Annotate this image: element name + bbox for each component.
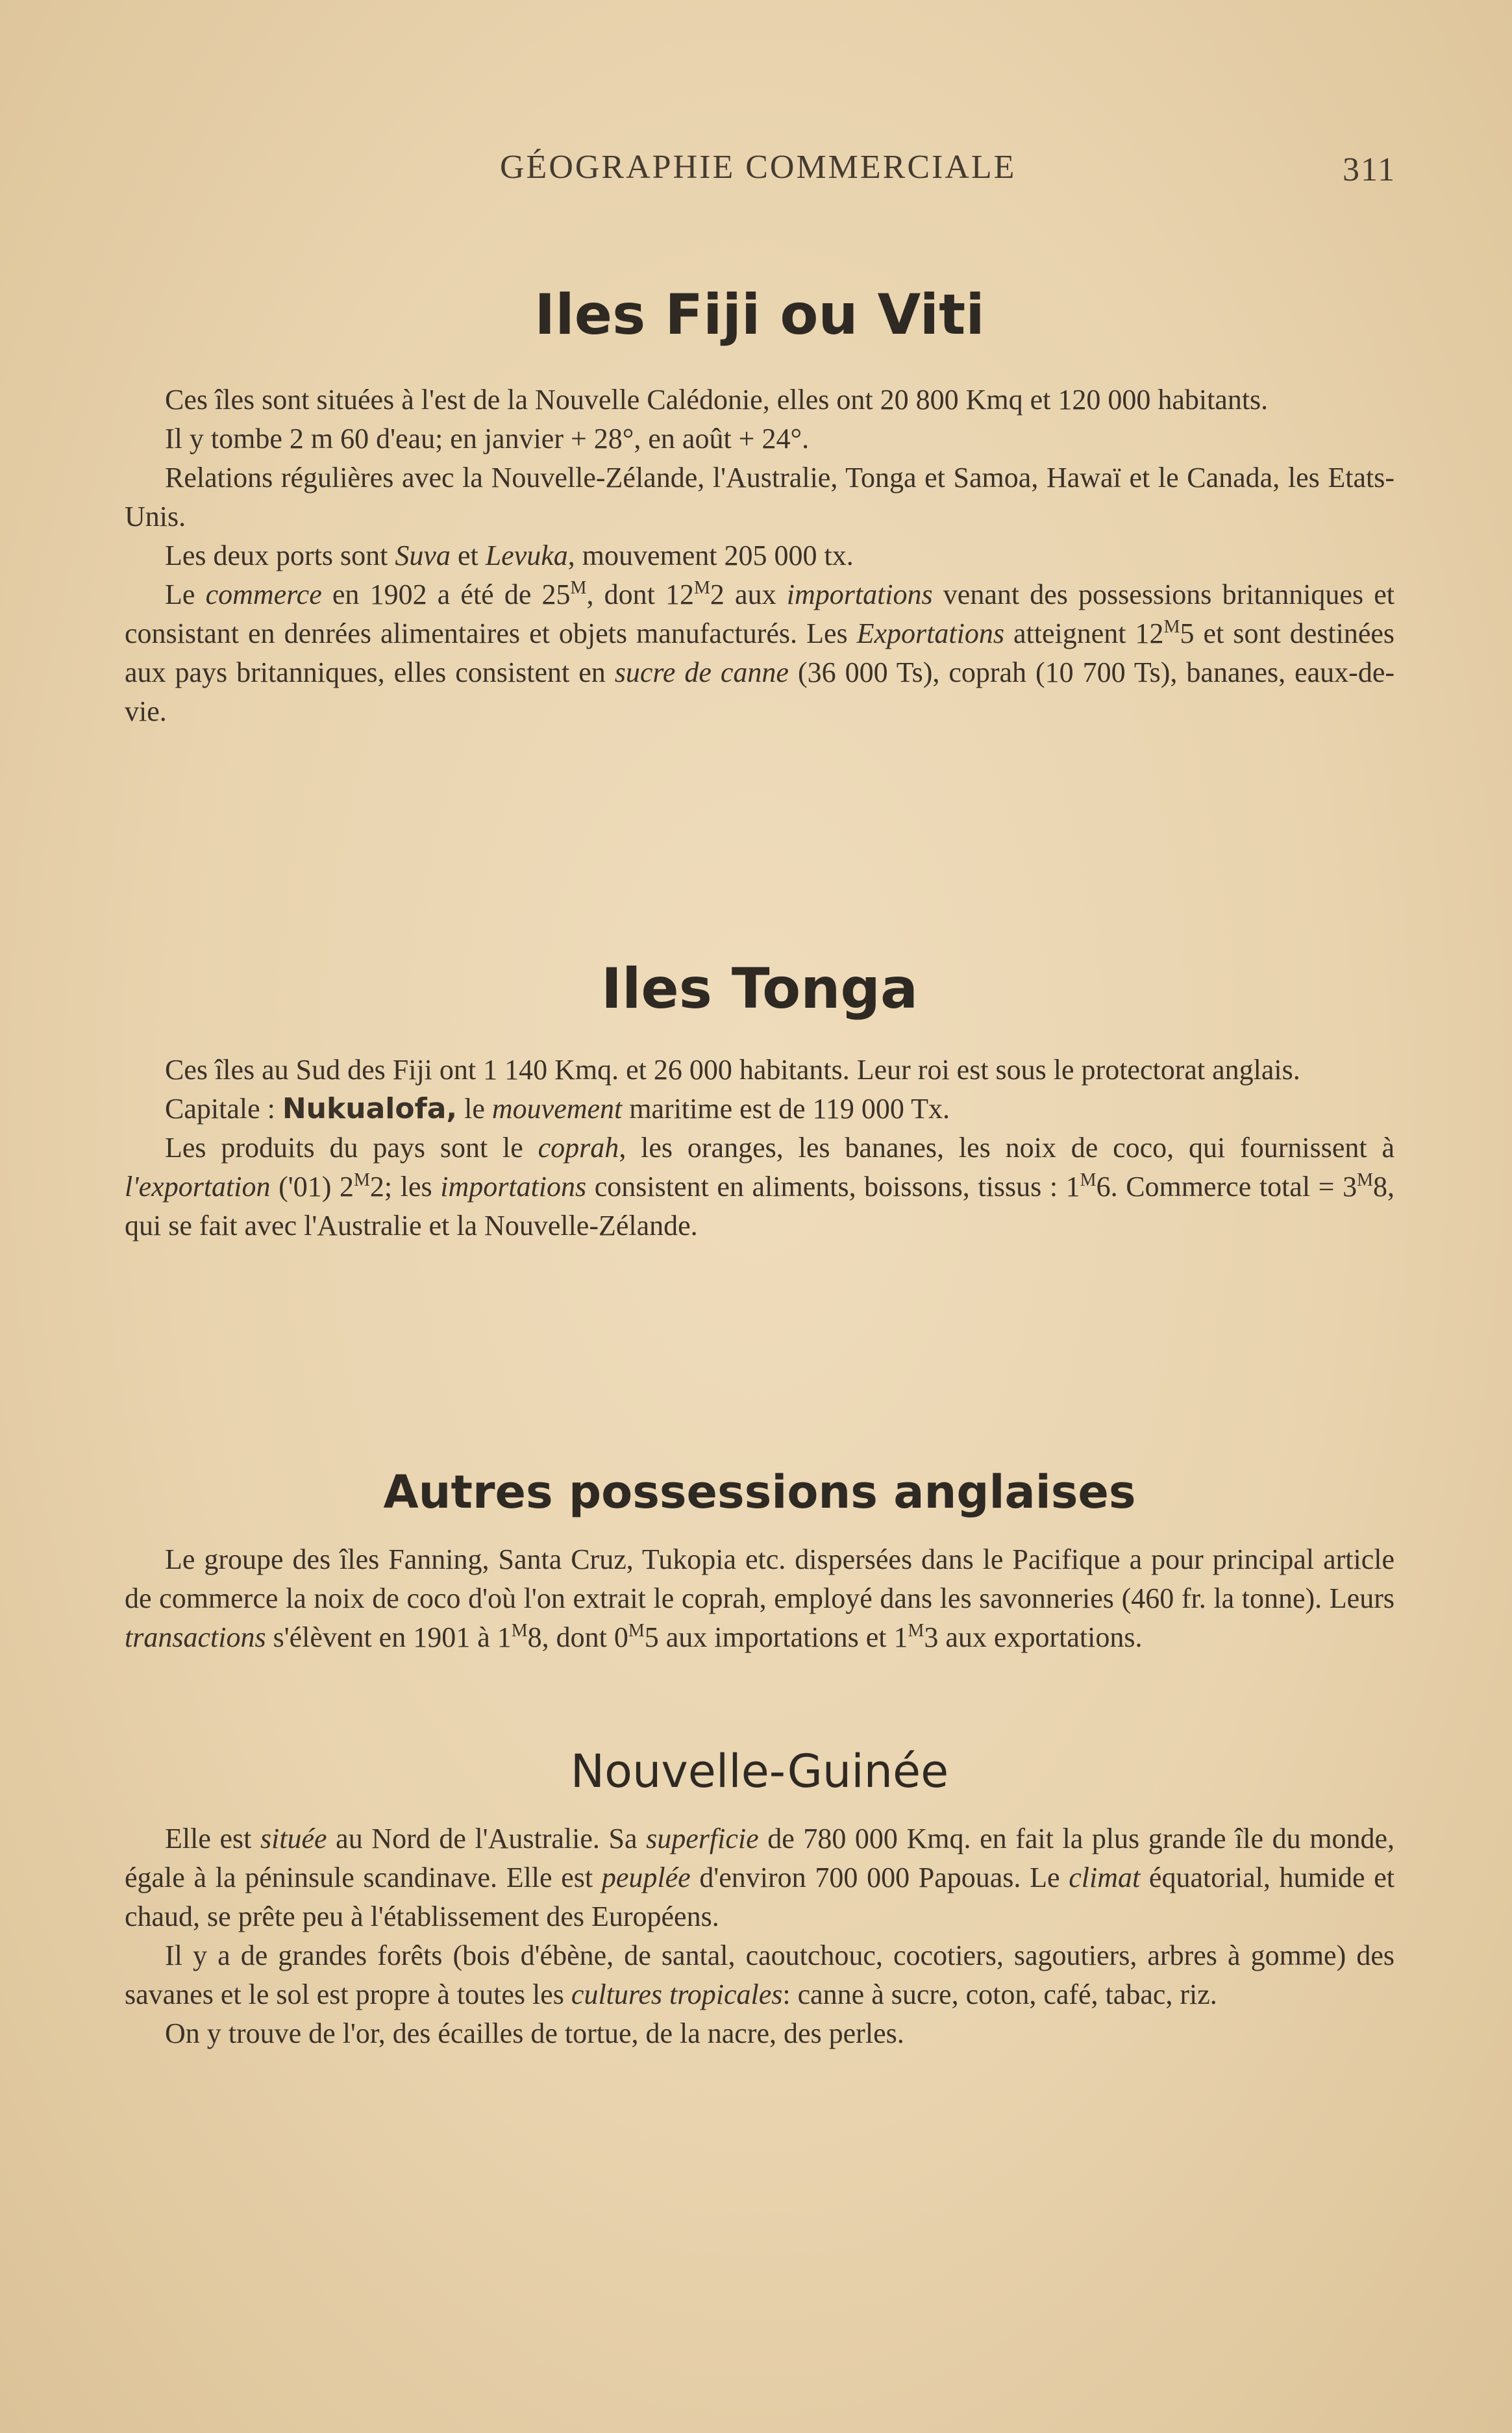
paragraph: Relations régulières avec la Nouvelle-Zélande, l'Australie, Tonga et Samoa, Hawaï et le Canada, les Etats-Unis.	[125, 462, 1394, 532]
paragraph: Le groupe des îles Fanning, Santa Cruz, Tukopia etc. dispersées dans le Pacifique a pour principal article de commerce la noix de coco d'où l'on extrait le coprah, employé dans les savonneries (460 fr. la tonne). Leurs transactions s'élèvent en 1901 à $1^M8$, dont $0^M5$ aux importations et $1^M3$ aux exportations.	[125, 1543, 1394, 1653]
paragraph: Les produits du pays sont le coprah, les oranges, les bananes, les noix de coco, qui fournissent à l'exportation ('01) $2^M2$; les importations consistent en aliments, boissons, tissus : $1^M6$. Commerce total = $3^M8$, qui se fait avec l'Australie et la Nouvelle-Zélande.	[125, 1132, 1394, 1241]
section-tonga	[125, 953, 1394, 1245]
running-title: GÉOGRAPHIE COMMERCIALE	[500, 149, 1017, 186]
section-title-autres: Autres possessions anglaises	[383, 1466, 1136, 1519]
paragraph: Il y tombe 2 m 60 d'eau; en janvier + 28°, en août + 24°.	[165, 423, 810, 455]
paragraph: On y trouve de l'or, des écailles de tortue, de la nacre, des perles.	[165, 2017, 904, 2049]
section-title-fiji: Iles Fiji ou Viti	[534, 282, 985, 347]
paragraph: Il y a de grandes forêts (bois d'ébène, de santal, caoutchouc, cocotiers, sagoutiers, arbres à gomme) des savanes et le sol est propre à toutes les cultures tropicales: canne à sucre, coton, café, tabac, riz.	[125, 1940, 1394, 2010]
section-title-tonga: Iles Tonga	[601, 956, 919, 1021]
section-guinee	[125, 1740, 1394, 2053]
running-head	[0, 148, 1512, 193]
page-number: 311	[1343, 151, 1396, 188]
section-fiji	[125, 279, 1394, 731]
section-autres	[125, 1461, 1394, 1657]
paragraph: Ces îles sont situées à l'est de la Nouvelle Calédonie, elles ont 20 800 Kmq et 120 000 habitants.	[165, 384, 1269, 416]
section-title-guinee: Nouvelle-Guinée	[570, 1745, 949, 1798]
paragraph: Ces îles au Sud des Fiji ont 1 140 Kmq. et 26 000 habitants. Leur roi est sous le protectorat anglais.	[165, 1054, 1300, 1086]
paragraph: Le commerce en 1902 a été de $25^M$, dont $12^M2$ aux importations venant des possessions britanniques et consistant en denrées alimentaires et objets manufacturés. Les Exportations atteignent $12^M5$ et sont destinées aux pays britanniques, elles consistent en sucre de canne (36 000 Ts), coprah (10 700 Ts), bananes, eaux-de-vie.	[125, 578, 1395, 727]
paragraph: Elle est située au Nord de l'Australie. Sa superficie de 780 000 Kmq. en fait la plus grande île du monde, égale à la péninsule scandinave. Elle est peuplée d'environ 700 000 Papouas. Le climat équatorial, humide et chaud, se prête peu à l'établissement des Européens.	[125, 1823, 1395, 1932]
paragraph: Capitale : Nukualofa, le mouvement maritime est de 119 000 Tx.	[165, 1092, 950, 1125]
paragraph: Les deux ports sont Suva et Levuka, mouvement 205 000 tx.	[165, 540, 854, 571]
